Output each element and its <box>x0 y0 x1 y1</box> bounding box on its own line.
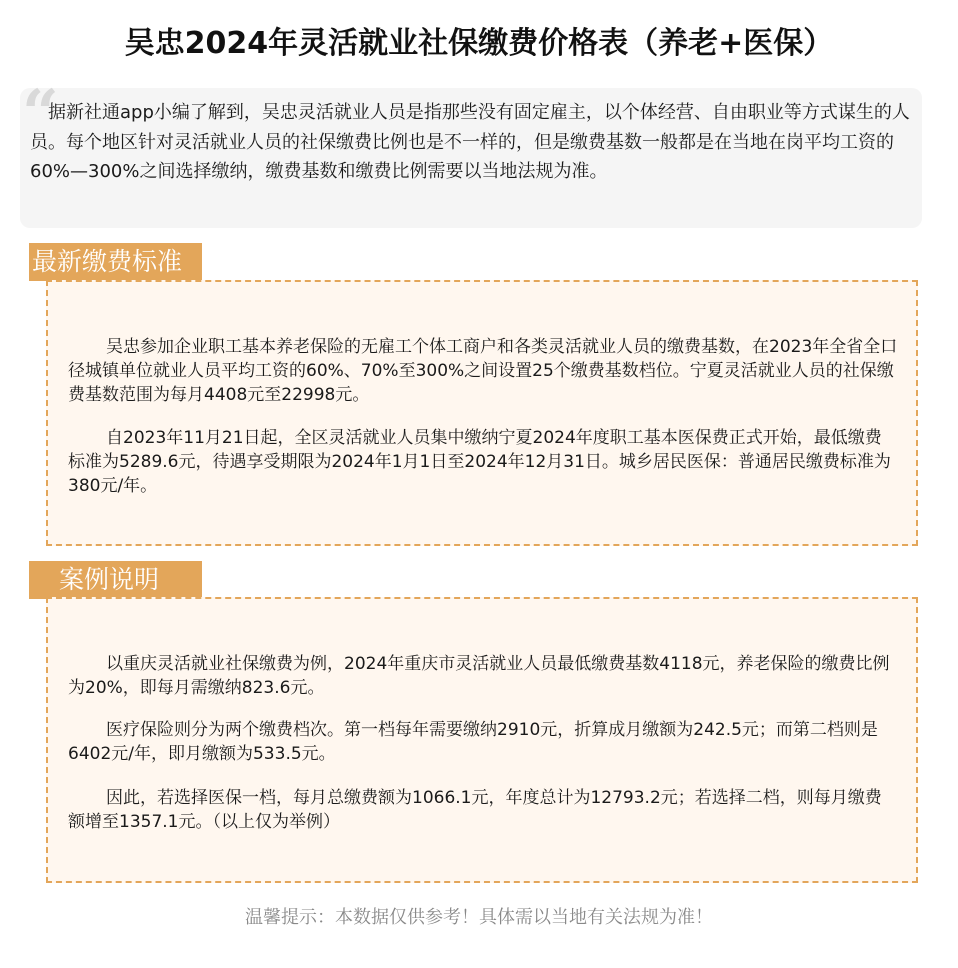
standard-content-box <box>46 280 918 546</box>
quote-mark-icon: “ <box>22 76 59 151</box>
standard-paragraph: 自2023年11月21日起，全区灵活就业人员集中缴纳宁夏2024年度职工基本医保费正式开始，最低缴费标准为5289.6元，待遇享受期限为2024年1月1日至2024年12月31日。城乡居民医保：普通居民缴费标准为380元/年。 <box>68 428 891 496</box>
standard-paragraph: 吴忠参加企业职工基本养老保险的无雇工个体工商户和各类灵活就业人员的缴费基数，在2023年全省全口径城镇单位就业人员平均工资的60%、70%至300%之间设置25个缴费基数档位。宁夏灵活就业人员的社保缴费基数范围为每月4408元至22998元。 <box>68 337 898 405</box>
section-label-standard: 最新缴费标准 <box>29 243 202 281</box>
case-paragraph: 医疗保险则分为两个缴费档次。第一档每年需要缴纳2910元，折算成月缴额为242.5元；而第二档则是6402元/年，即月缴额为533.5元。 <box>68 720 878 764</box>
case-paragraph: 因此，若选择医保一档，每月总缴费额为1066.1元，年度总计为12793.2元；若选择二档，则每月缴费额增至1357.1元。（以上仅为举例） <box>68 788 882 832</box>
case-paragraph: 以重庆灵活就业社保缴费为例，2024年重庆市灵活就业人员最低缴费基数4118元，养老保险的缴费比例为20%，即每月需缴纳823.6元。 <box>68 654 890 698</box>
footer-note: 温馨提示：本数据仅供参考！具体需以当地有关法规为准！ <box>245 907 713 928</box>
page-title: 吴忠2024年灵活就业社保缴费价格表（养老+医保） <box>124 26 834 61</box>
section-label-case: 案例说明 <box>29 561 202 599</box>
intro-text: 据新社通app小编了解到，吴忠灵活就业人员是指那些没有固定雇主，以个体经营、自由职业等方式谋生的人员。每个地区针对灵活就业人员的社保缴费比例也是不一样的，但是缴费基数一般都是在当地在岗平均工资的60%—300%之间选择缴纳，缴费基数和缴费比例需要以当地法规为准。 <box>30 102 910 182</box>
